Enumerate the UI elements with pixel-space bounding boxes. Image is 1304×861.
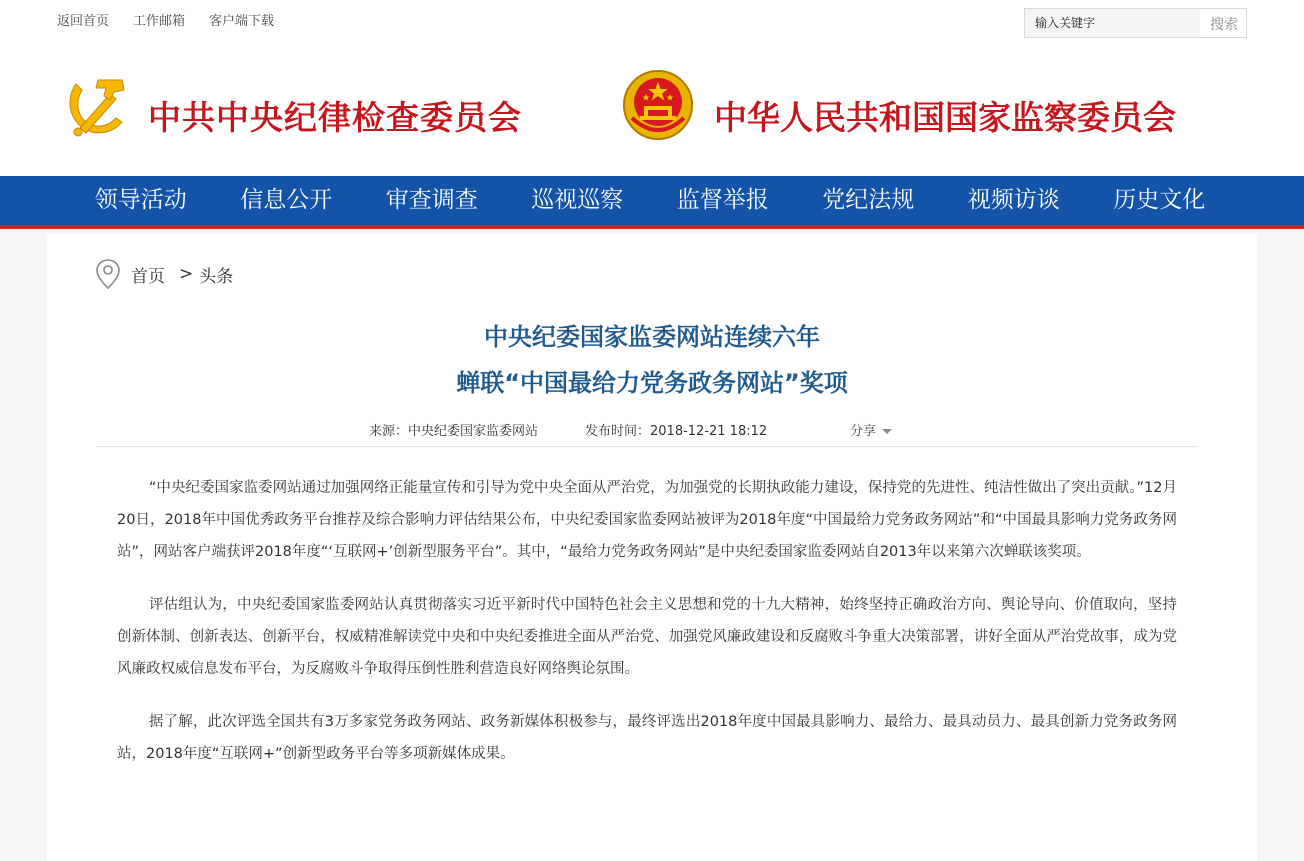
article-source: 来源：中央纪委国家监委网站	[369, 424, 539, 439]
breadcrumb-separator: >	[179, 264, 194, 284]
location-pin-icon	[95, 258, 121, 290]
breadcrumb-current[interactable]: 头条	[199, 266, 234, 287]
nav-item-report[interactable]: 监督举报	[676, 187, 769, 213]
search-box	[1024, 8, 1247, 38]
top-link-mail[interactable]: 工作邮箱	[133, 14, 186, 29]
nav-item-history[interactable]: 历史文化	[1113, 187, 1206, 213]
article-publish-time: 发布时间：2018-12-21 18:12	[585, 424, 768, 439]
share-label: 分享	[850, 424, 877, 439]
article-title	[47, 314, 1257, 406]
article-title-line2: 蝉联“中国最给力党务政务网站”奖项	[456, 369, 848, 397]
article-paragraph: “中央纪委国家监委网站通过加强网络正能量宣传和引导为党中央全面从严治党，为加强党的长期执政能力建设，保持党的先进性、纯洁性做出了突出贡献。”12月20日，2018年中国优秀政务平台推荐及综合影响力评估结果公布，中央纪委国家监委网站被评为2018年度“中国最给力党务政务网站”和“中国最具影响力党务政务网站”，网站客户端获评2018年度“‘互联网+’创新型服务平台”。其中，“最给力党务政务网站”是中央纪委国家监委网站自2013年以来第六次蝉联该奖项。	[117, 480, 1177, 560]
breadcrumb-home[interactable]: 首页	[131, 266, 165, 287]
article-body	[117, 472, 1177, 791]
nav-item-leadership[interactable]: 领导活动	[94, 187, 187, 213]
site-header	[0, 48, 1304, 176]
nav-item-regulations[interactable]: 党纪法规	[822, 187, 915, 213]
article-paragraph: 据了解，此次评选全国共有3万多家党务政务网站、政务新媒体积极参与，最终评选出2018年度中国最具影响力、最给力、最具动员力、最具创新力党务政务网站，2018年度“互联网+”创新型政务平台等多项新媒体成果。	[117, 714, 1177, 762]
article-paragraph: 评估组认为，中央纪委国家监委网站认真贯彻落实习近平新时代中国特色社会主义思想和党的十九大精神，始终坚持正确政治方向、舆论导向、价值取向，坚持创新体制、创新表达、创新平台，权威精准解读党中央和中央纪委推进全面从严治党、加强党风廉政建设和反腐败斗争重大决策部署，讲好全面从严治党故事，成为党风廉政权威信息发布平台，为反腐败斗争取得压倒性胜利营造良好网络舆论氛围。	[117, 597, 1177, 677]
nav-item-video[interactable]: 视频访谈	[967, 187, 1060, 213]
article-container	[47, 234, 1257, 861]
meta-divider	[97, 446, 1197, 447]
top-link-download[interactable]: 客户端下载	[209, 14, 275, 29]
breadcrumb	[95, 258, 233, 290]
top-links	[57, 10, 274, 29]
party-emblem-icon[interactable]	[62, 70, 132, 140]
chevron-down-icon	[882, 429, 892, 434]
nsc-title[interactable]: 中华人民共和国国家监察委员会	[714, 98, 1176, 137]
nav-list	[68, 176, 1232, 225]
national-emblem-icon[interactable]	[622, 68, 694, 142]
top-bar	[0, 0, 1304, 48]
nav-item-investigation[interactable]: 审查调查	[385, 187, 478, 213]
share-button[interactable]	[850, 420, 892, 439]
top-link-home[interactable]: 返回首页	[57, 14, 110, 29]
cpc-ccdi-title[interactable]: 中共中央纪律检查委员会	[148, 98, 522, 137]
search-button[interactable]: 搜索	[1210, 17, 1238, 33]
nav-item-info-disclosure[interactable]: 信息公开	[240, 187, 333, 213]
main-nav	[0, 176, 1304, 229]
search-input[interactable]	[1025, 9, 1200, 37]
nav-item-inspection[interactable]: 巡视巡察	[531, 187, 624, 213]
article-title-line1: 中央纪委国家监委网站连续六年	[484, 323, 820, 351]
